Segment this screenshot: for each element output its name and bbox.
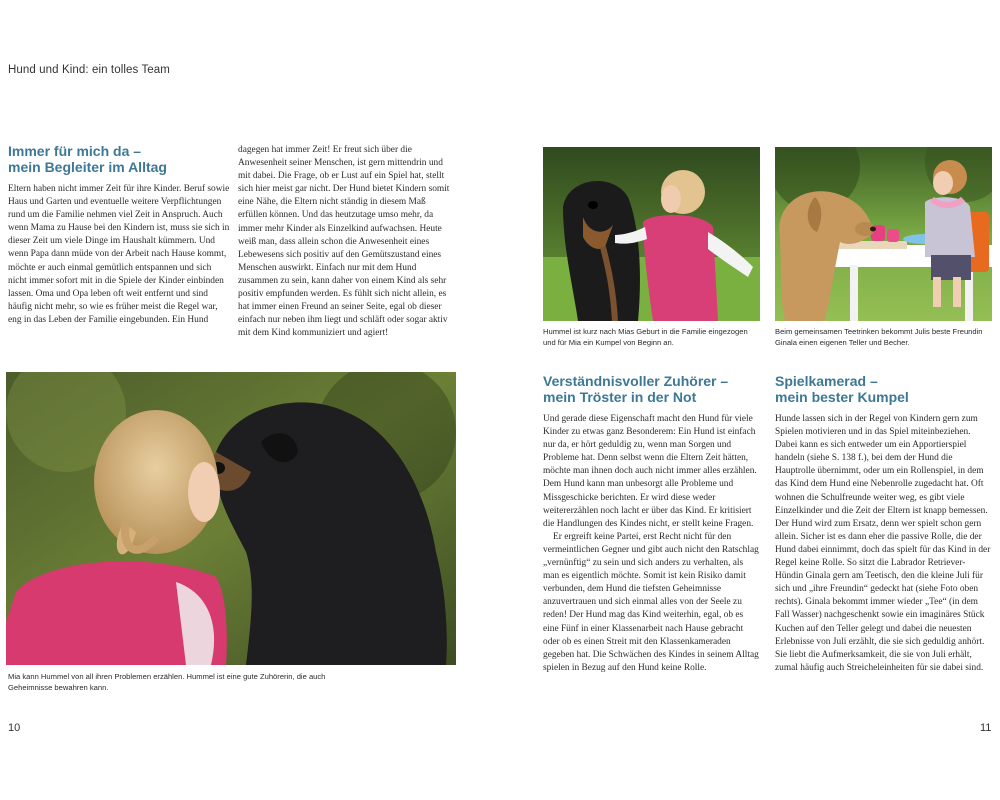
section-spielkamerad-heading bbox=[775, 373, 995, 405]
left-text-column-1 bbox=[8, 183, 230, 327]
left-column2-text: dagegen hat immer Zeit! Er freut sich über die Anwesenheit seiner Menschen, ist gern mittendrin und mit dabei. Die Frage, ob er Lust auf ein Spiel hat, stellt sich hier meist gar nicht. Der Hund bietet Kindern somit eine Nähe, die Eltern nicht ständig in diesem Maß erfüllen können. Und das heutzutage umso mehr, da immer mehr Kinder als Einzelkind aufwachsen. Heute weiß man, dass allein schon die Anwesenheit eines Lebewesens sich positiv auf den Gemütszustand eines Menschen auswirkt. Einfach nur mit dem Hund zusammen zu sein, kann daher von einem Kind als sehr positiv empfunden werden. Es fühlt sich nicht allein, es hat immer einen Freund an seiner Seite, egal ob dieser einfach nur neben ihm liegt und schläft oder sogar aktiv mit dem Kind kommuniziert und agiert! bbox=[238, 145, 450, 339]
page-number-left: 10 bbox=[8, 722, 21, 734]
running-head: Hund und Kind: ein tolles Team bbox=[8, 64, 170, 76]
section-zuhoerer-heading-line2: mein Tröster in der Not bbox=[543, 389, 697, 405]
right-photo2-caption: Beim gemeinsamen Teetrinken bekommt Julis beste Freundin Ginala einen eigenen Teller und Becher. bbox=[775, 327, 983, 347]
left-section-heading bbox=[8, 143, 228, 175]
section-spielkamerad-text bbox=[775, 413, 993, 675]
left-text-column-2 bbox=[238, 144, 456, 340]
section-zuhoerer-para2: Er ergreift keine Partei, erst Recht nicht für den vermeintlichen Gegner und gibt auch nicht den Ratschlag „vernünftig“ zu sein und sich anders zu verhalten, als man es eigentlich möchte. Somit ist kein Risiko damit verbunden, dem Hund die tiefsten Geheimnisse anzuvertrauen und sich einmal alles von der Seele zu reden! Der Hund mag das Kind weiterhin, egal, ob es eine Fünf in einer Klassenarbeit nach Hause gebracht oder ob es einen Streit mit den Klassenkameraden gegeben hat. Die Schwächen des Kindes in seinem Alltag spielen in Bezug auf den Hund keine Rolle. bbox=[543, 531, 759, 673]
photo-ginala-tea-party bbox=[775, 147, 992, 321]
left-photo-caption: Mia kann Hummel von all ihren Problemen erzählen. Hummel ist eine gute Zuhörerin, die auch Geheimnisse bewahren kann. bbox=[8, 672, 326, 692]
right-photo1-caption: Hummel ist kurz nach Mias Geburt in die Familie eingezogen und für Mia ein Kumpel von Beginn an. bbox=[543, 327, 748, 347]
section-zuhoerer-heading bbox=[543, 373, 763, 405]
section-zuhoerer-para1: Und gerade diese Eigenschaft macht den Hund für viele Kinder zu etwas ganz Besonderem: Ein Hund ist einfach nur da, er hört geduldig zu, wenn man Sorgen und Probleme hat. Denn selbst wenn die Eltern Zeit hätten, möchte man ihnen doch auch nicht immer alles erzählen. Dem Hund kann man unbesorgt alle Probleme und Missgeschicke berichten. Er wird diese weder weitererzählen noch lacht er über das Kind. Er kritisiert die Handlungen des Kindes nicht, er stellt keine Fragen. bbox=[543, 414, 757, 529]
left-heading-line1: Immer für mich da – bbox=[8, 143, 142, 159]
section-spielkamerad-heading-line2: mein bester Kumpel bbox=[775, 389, 909, 405]
left-column1-text: Eltern haben nicht immer Zeit für ihre Kinder. Beruf sowie Haus und Garten und eventuelle weitere Verpflichtungen rund um die Familie nehmen viel Zeit in Anspruch. Auch wenn Mama zu Hause bei den Kindern ist, muss sie sich in dieser Zeit um viele Dinge im Haushalt kümmern. Und wenn Papa dann müde von der Arbeit nach Hause kommt, möchte er auch einmal gemütlich entspannen und sich nicht immer sofort mit in die Spiele der Kinder einbinden lassen. Oma und Opa leben oft weit entfernt und sind häufig nicht mehr, so wie es früher meist die Regel war, eng in das Leben der Familie eingebunden. Ein Hund bbox=[8, 184, 230, 325]
section-zuhoerer-text bbox=[543, 413, 761, 675]
page-number-right: 11 bbox=[980, 722, 992, 734]
left-heading-line2: mein Begleiter im Alltag bbox=[8, 159, 167, 175]
section-spielkamerad-heading-line1: Spielkamerad – bbox=[775, 373, 878, 389]
section-zuhoerer-heading-line1: Verständnisvoller Zuhörer – bbox=[543, 373, 729, 389]
section-spielkamerad-para1: Hunde lassen sich in der Regel von Kindern gern zum Spielen motivieren und in das Spiel miteinbeziehen. Dabei kann es sich entweder um ein Apportierspiel handeln (siehe S. 138 f.), bei dem der Hund die Hauptrolle übernimmt, oder um ein Rollenspiel, in dem das Kind dem Hund eine Nebenrolle zugedacht hat. Oft wohnen die Schulfreunde weiter weg, es gibt viele Einzelkinder und die Zeit der Eltern ist knapp bemessen. Der Hund wird zum Ersatz, denn wer spielt schon gern allein. Sicher ist es dann eher die passive Rolle, die der Hund dabei einnimmt, doch das spielt für das Kind in der Regel keine Rolle. So sitzt die Labrador Retriever-Hündin Ginala gern am Teetisch, den die kleine Juli für sich und „ihre Freundin“ gedeckt hat (siehe Foto oben rechts). Ginala bekommt immer wieder „Tee“ (in dem Fall Wasser) nachgeschenkt sowie ein imaginäres Stück Kuchen auf den Teller gelegt und dabei die neuesten Erlebnisse von Juli erzählt, die sie sich geduldig anhört. Sie liebt die Aufmerksamkeit, die sie von Juli erhält, zumal häufig auch Streicheleinheiten für sie dabei sind. bbox=[775, 414, 991, 673]
photo-hummel-and-mia bbox=[543, 147, 760, 321]
photo-girl-with-dog bbox=[6, 372, 456, 665]
